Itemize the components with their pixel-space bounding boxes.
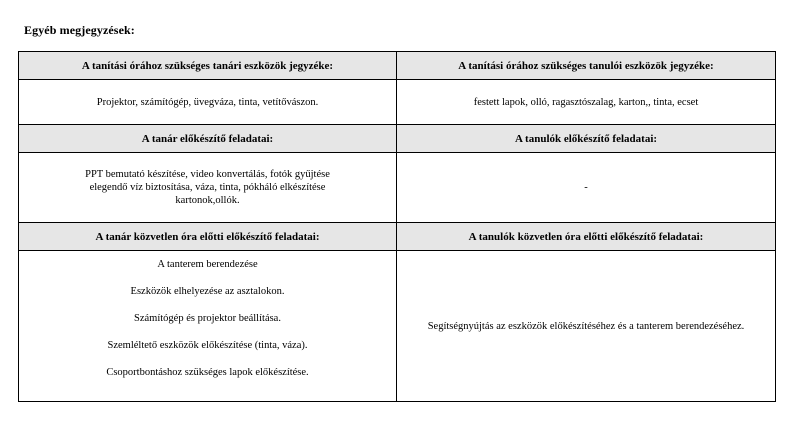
teacher-prep-line: elegendő víz biztosítása, váza, tinta, pókháló elkészítése [89, 182, 326, 193]
teacher-preclass-item: A tanterem berendezése [157, 258, 258, 270]
student-prep-cell: - [397, 153, 776, 223]
student-preclass-cell: Segítségnyújtás az eszközök előkészítéséhez és a tanterem berendezéséhez. [397, 251, 776, 402]
student-tools-cell: festett lapok, olló, ragasztószalag, karton,, tinta, ecset [397, 80, 776, 125]
section-heading: Egyéb megjegyzések: [24, 23, 135, 37]
table-row [19, 223, 776, 251]
table-row [19, 251, 776, 402]
teacher-preclass-item: Szemléltető eszközök előkészítése (tinta, váza). [107, 339, 308, 351]
teacher-preclass-cell [19, 251, 397, 402]
teacher-prep-line: kartonok,ollók. [175, 195, 240, 206]
teacher-prep-header: A tanár előkészítő feladatai: [19, 125, 397, 153]
teacher-prep-cell [19, 153, 397, 223]
notes-table [18, 51, 776, 402]
teacher-preclass-header: A tanár közvetlen óra előtti előkészítő feladatai: [19, 223, 397, 251]
table-row [19, 125, 776, 153]
table-row [19, 80, 776, 125]
table-row [19, 52, 776, 80]
teacher-tools-header: A tanítási órához szükséges tanári eszközök jegyzéke: [19, 52, 397, 80]
table-row [19, 153, 776, 223]
teacher-tools-cell: Projektor, számítógép, üvegváza, tinta, vetítővászon. [19, 80, 397, 125]
student-preclass-header: A tanulók közvetlen óra előtti előkészítő feladatai: [397, 223, 776, 251]
teacher-preclass-item: Csoportbontáshoz szükséges lapok előkészítése. [106, 366, 309, 378]
teacher-preclass-item: Eszközök elhelyezése az asztalokon. [130, 285, 285, 297]
student-tools-header: A tanítási órához szükséges tanulói eszközök jegyzéke: [397, 52, 776, 80]
teacher-preclass-item: Számítógép és projektor beállítása. [134, 312, 281, 324]
teacher-prep-line: PPT bemutató készítése, video konvertálás, fotók gyűjtése [85, 169, 330, 180]
student-prep-header: A tanulók előkészítő feladatai: [397, 125, 776, 153]
